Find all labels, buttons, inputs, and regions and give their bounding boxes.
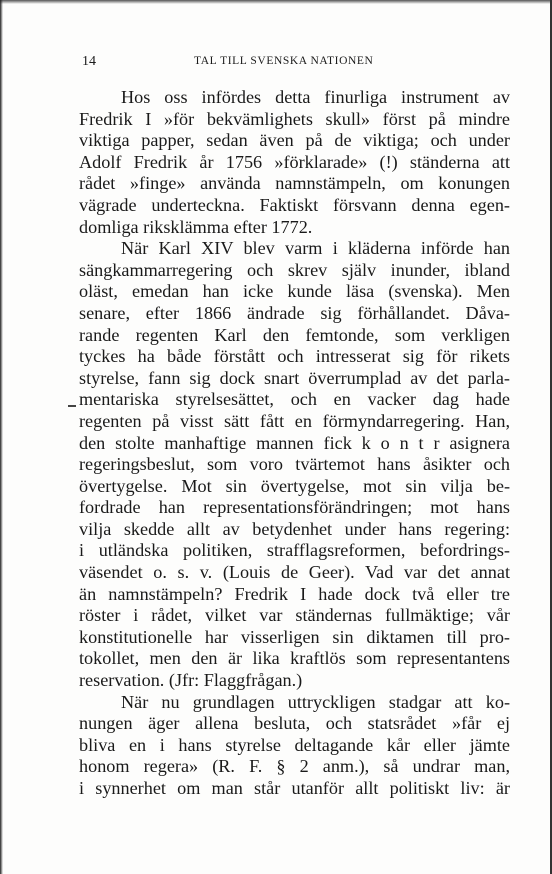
running-head xyxy=(82,54,502,74)
text-line: den stolte manhaftige mannen fick k o n t r asignera xyxy=(79,432,510,453)
margin-mark xyxy=(68,405,76,407)
text-line: oläst, emedan han icke kunde läsa (svenska). Men xyxy=(79,281,510,302)
text-line: övertygelse. Mot sin övertygelse, mot sin vilja be- xyxy=(79,475,510,496)
text-line: reservation. (Jfr: Flaggfrågan.) xyxy=(79,670,303,691)
scan-border-top xyxy=(0,0,552,4)
text-line: tyckes ha både förstått och intresserat sig för rikets xyxy=(79,346,510,367)
text-line: Adolf Fredrik år 1756 »förklarade» (!) ständerna att xyxy=(79,151,510,172)
text-line: rådet »finge» använda namnstämpeln, om konungen xyxy=(79,173,510,194)
text-line: domliga riksklämma efter 1772. xyxy=(79,216,313,237)
text-line: fordrade han representationsförändringen; mot hans xyxy=(79,497,510,518)
text-line: regenten på visst sätt fått en förmyndarregering. Han, xyxy=(79,410,510,431)
body-text xyxy=(79,87,510,800)
text-line: När Karl XIV blev varm i kläderna införde han xyxy=(121,238,510,259)
text-line: regeringsbeslut, som voro tvärtemot hans åsikter och xyxy=(79,454,510,475)
text-line: i synnerhet om man står utanför allt politiskt liv: är xyxy=(79,778,510,798)
scan-border-left xyxy=(0,0,3,874)
text-line: sängkammarregering och skrev själv inunder, ibland xyxy=(79,259,510,280)
text-line: än namnstämpeln? Fredrik I hade dock två eller tre xyxy=(79,583,510,604)
text-line: senare, efter 1866 ändrade sig förhållandet. Dåva- xyxy=(79,302,510,323)
running-title: TAL TILL SVENSKA NATIONEN xyxy=(194,55,374,67)
text-line: tokollet, men den är lika kraftlös som representantens xyxy=(79,648,510,669)
text-line: i utländska politiken, strafflagsreformen, befordrings- xyxy=(79,540,510,561)
text-line: konstitutionelle har visserligen sin diktamen till pro- xyxy=(79,626,510,647)
text-line: Hos oss infördes detta finurliga instrument av xyxy=(121,87,510,107)
text-line: röster i rådet, vilket var ständernas fullmäktige; vår xyxy=(79,605,510,626)
page-number: 14 xyxy=(82,54,96,69)
text-line: bliva en i hans styrelse deltagande kår eller jämte xyxy=(79,734,510,755)
text-line: mentariska styrelsesättet, och en vacker dag hade xyxy=(79,389,510,410)
text-line: När nu grundlagen uttryckligen stadgar att ko- xyxy=(121,691,510,712)
text-line: nungen äger allena besluta, och statsrådet »får ej xyxy=(79,713,510,734)
text-line: väsendet o. s. v. (Louis de Geer). Vad var det annat xyxy=(79,562,510,583)
text-line: vilja skedde allt av betydenhet under hans regering: xyxy=(79,518,510,539)
text-line: viktiga papper, sedan även på de viktiga; och under xyxy=(79,130,510,151)
text-line: honom regera» (R. F. § 2 anm.), så undrar man, xyxy=(79,756,510,777)
text-line: rande regenten Karl den femtonde, som verkligen xyxy=(79,324,510,345)
text-line: vägrade underteckna. Faktiskt försvann denna egen- xyxy=(79,194,510,215)
text-line: Fredrik I »för bekvämlighets skull» först på mindre xyxy=(79,108,510,129)
text-line: styrelse, fann sig dock snart överrumplad av det parla- xyxy=(79,367,510,388)
